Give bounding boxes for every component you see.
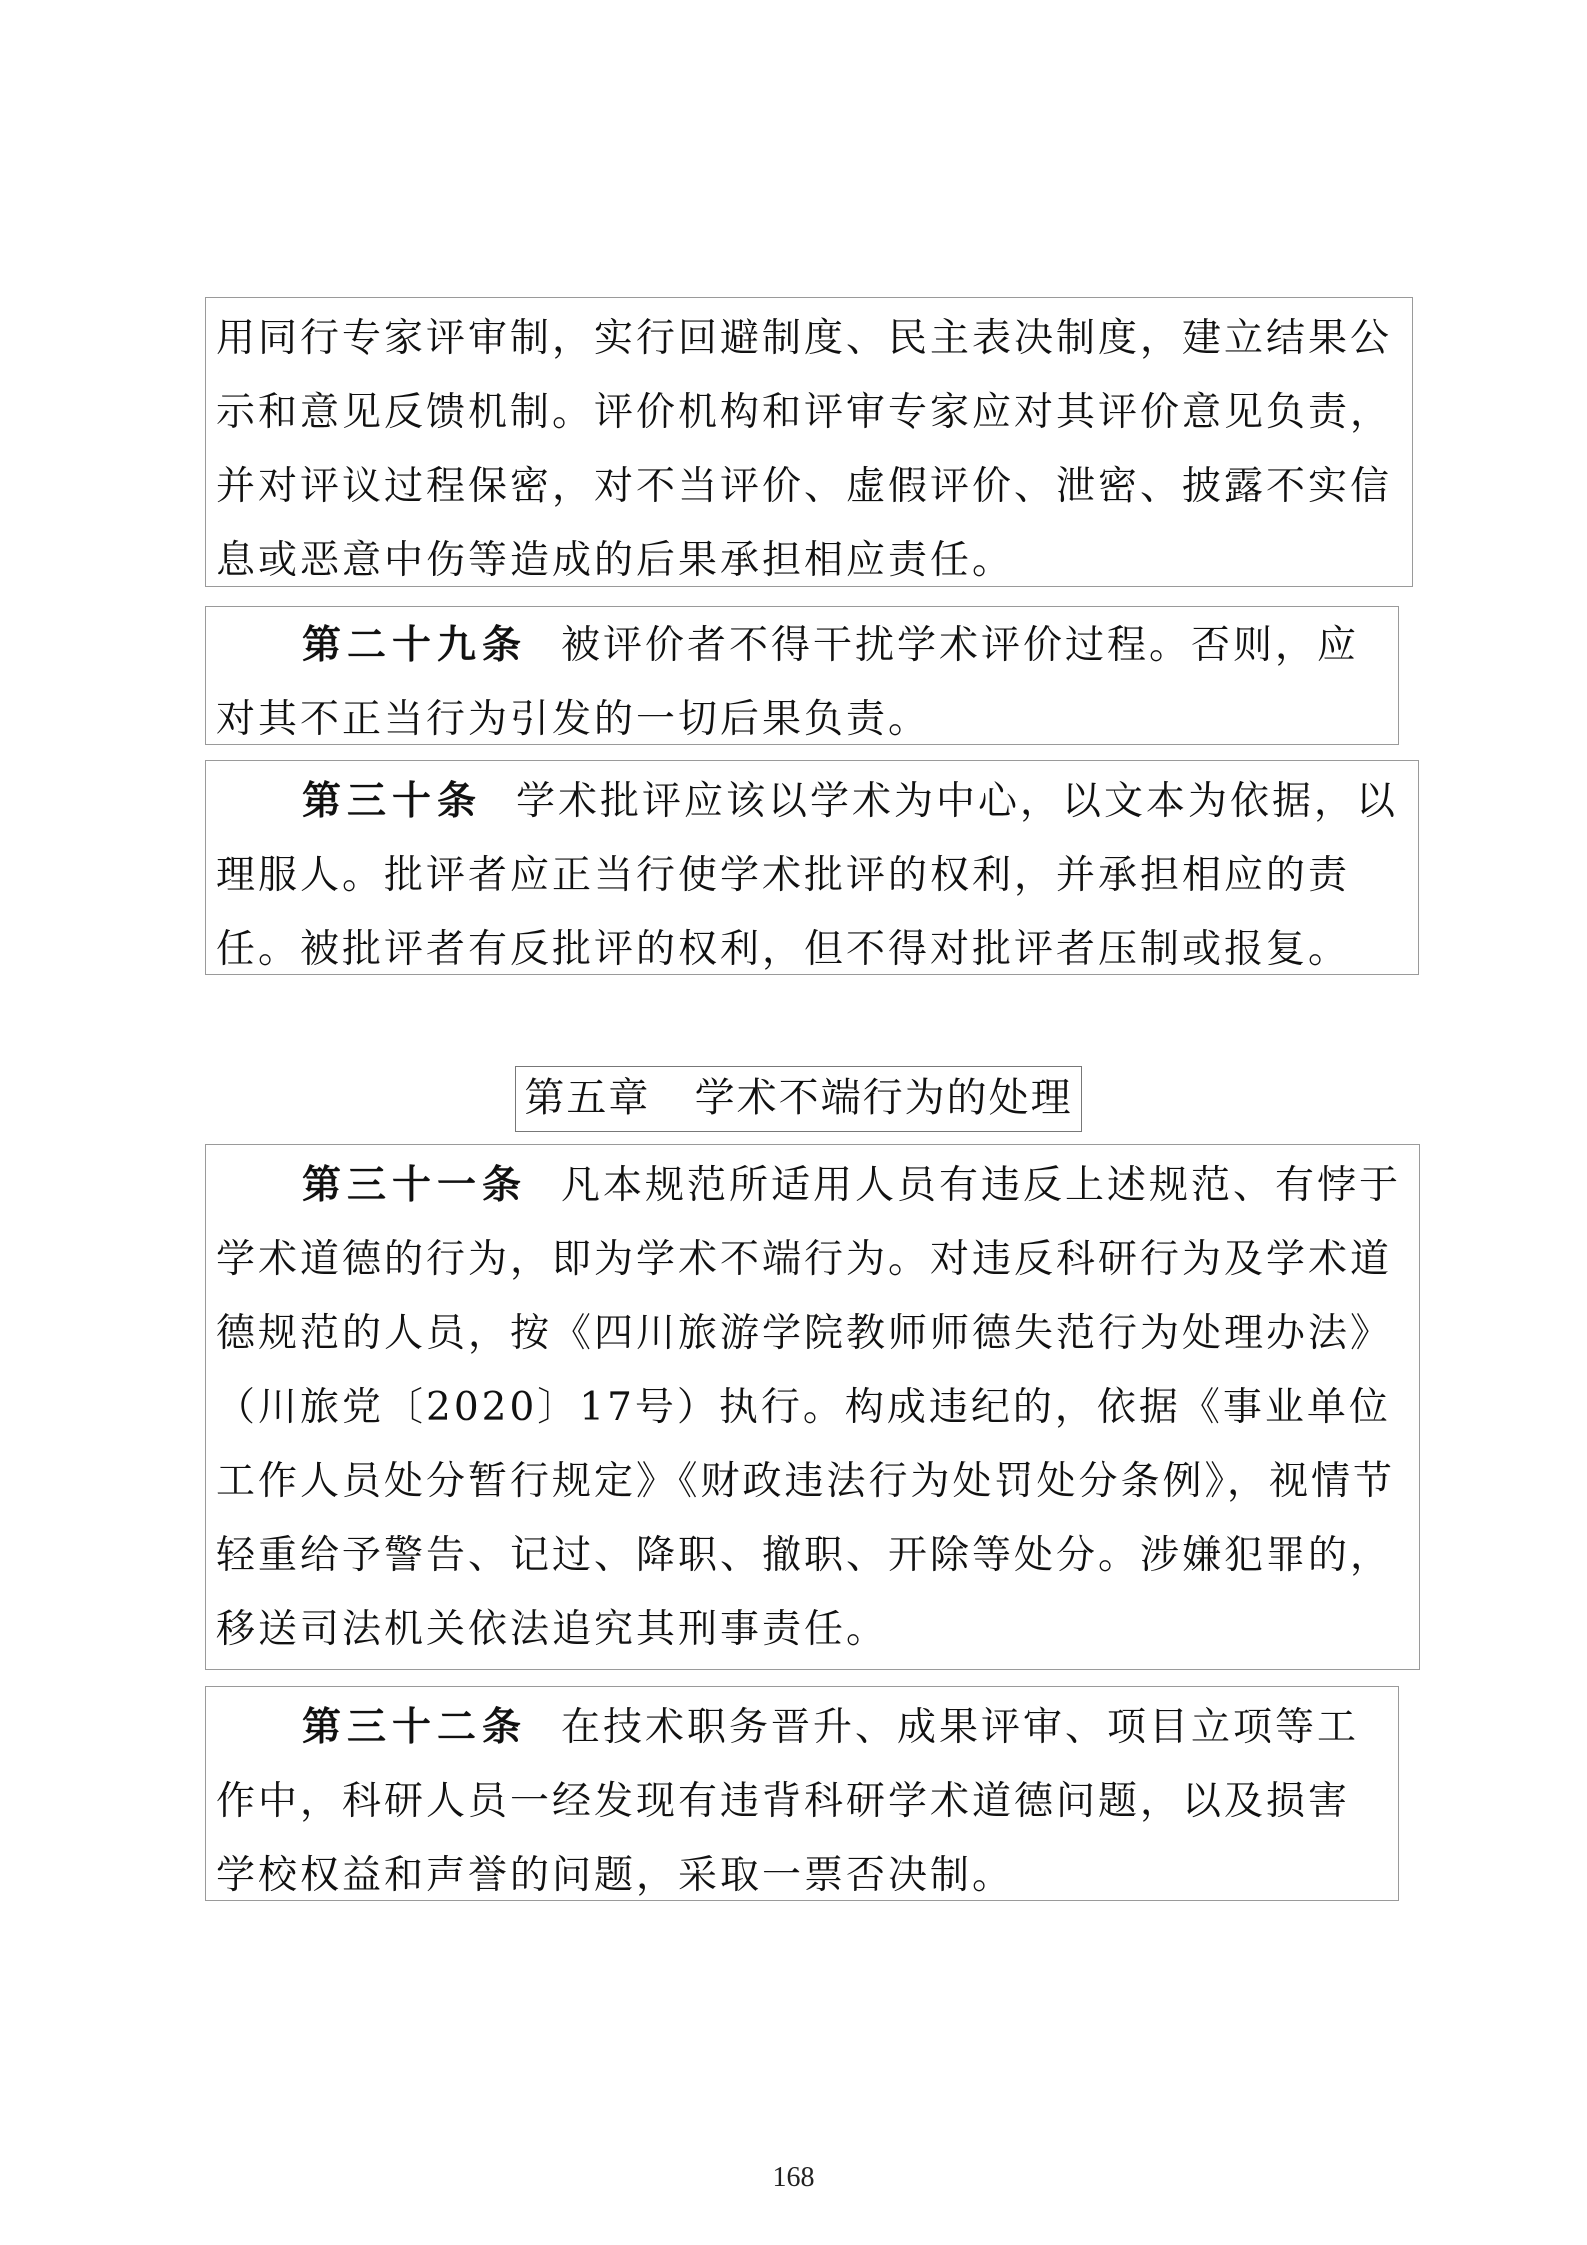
article-text: 被评价者不得干扰学术评价过程。否则，应对其不正当行为引发的一切后果负责。	[216, 623, 1360, 742]
paragraph-text: 用同行专家评审制，实行回避制度、民主表决制度，建立结果公示和意见反馈机制。评价机构和评审专家应对其评价意见负责，并对评议过程保密，对不当评价、虚假评价、泄密、披露不实信息或恶意中伤等造成的后果承担相应责任。	[216, 316, 1393, 583]
article-number: 第二十九条	[302, 623, 528, 668]
article-30	[205, 760, 1419, 975]
article-text: 凡本规范所适用人员有违反上述规范、有悖于学术道德的行为，即为学术不端行为。对违反科研行为及学术道德规范的人员，按《四川旅游学院教师师德失范行为处理办法》（川旅党〔2020〕17号）执行。构成违纪的，依据《事业单位工作人员处分暂行规定》《财政违法行为处罚处分条例》，视情节轻重给予警告、记过、降职、撤职、开除等处分。涉嫌犯罪的，移送司法机关依法追究其刑事责任。	[216, 1163, 1402, 1652]
article-number: 第三十二条	[302, 1705, 528, 1750]
article-31	[205, 1144, 1420, 1670]
article-32	[205, 1686, 1399, 1901]
article-text: 学术批评应该以学术为中心，以文本为依据，以理服人。批评者应正当行使学术批评的权利，并承担相应的责任。被批评者有反批评的权利，但不得对批评者压制或报复。	[216, 779, 1399, 972]
article-text: 在技术职务晋升、成果评审、项目立项等工作中，科研人员一经发现有违背科研学术道德问题，以及损害学校权益和声誉的问题，采取一票否决制。	[216, 1705, 1360, 1898]
paragraph-continuation	[205, 297, 1413, 587]
article-29	[205, 606, 1399, 745]
article-number: 第三十一条	[302, 1163, 528, 1208]
chapter-heading: 第五章 学术不端行为的处理	[515, 1066, 1082, 1132]
page-number: 168	[772, 2162, 815, 2193]
article-number: 第三十条	[302, 779, 483, 824]
